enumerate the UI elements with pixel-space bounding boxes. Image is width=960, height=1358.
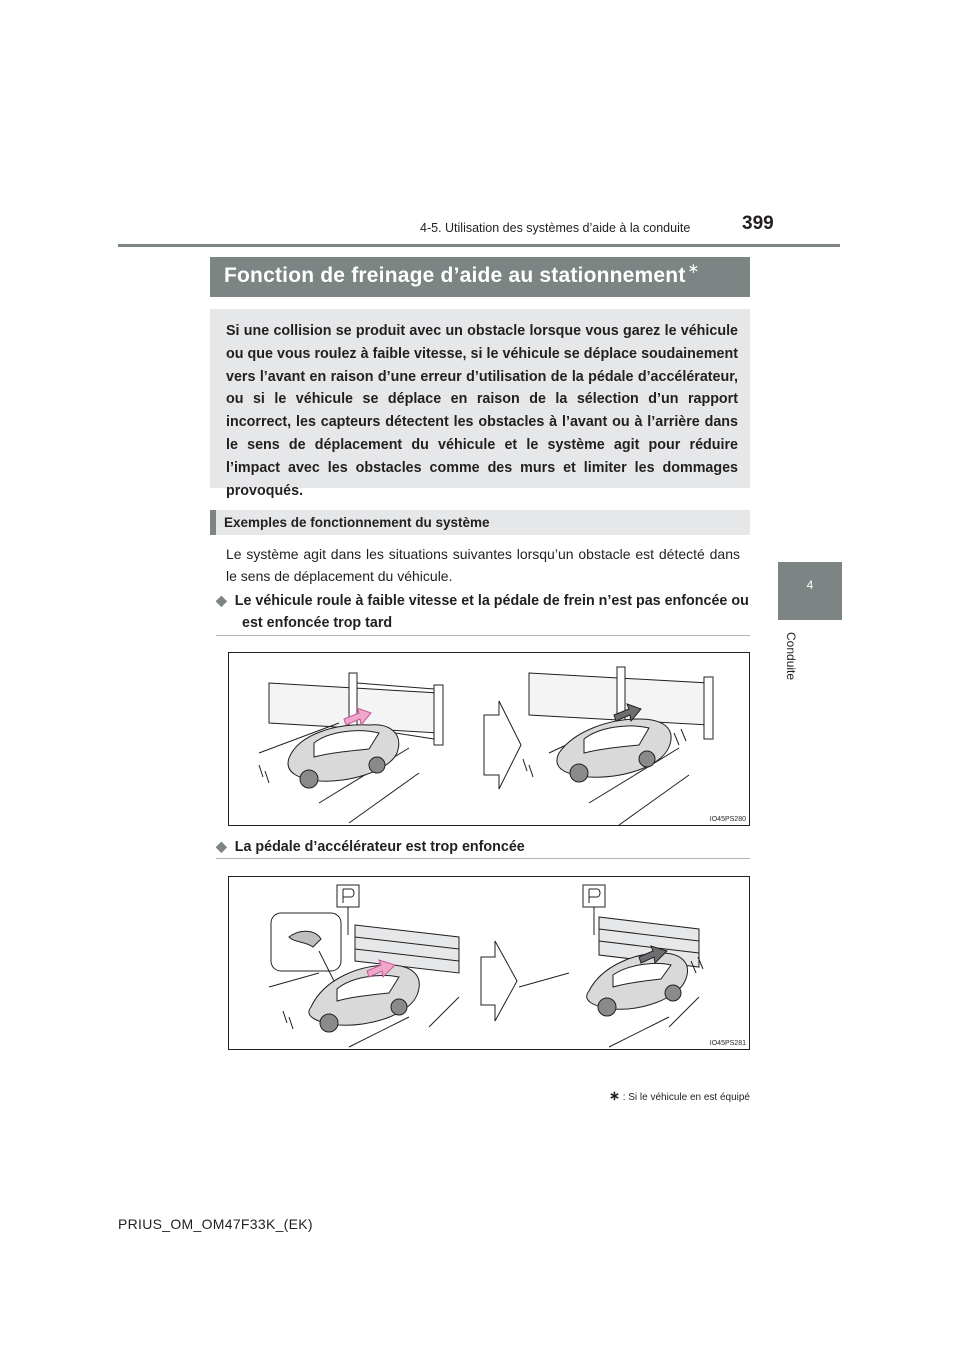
document-code: PRIUS_OM_OM47F33K_(EK) — [118, 1216, 313, 1232]
case-rule-2 — [216, 858, 750, 859]
page-title-text: Fonction de freinage d’aide au stationnement — [224, 264, 686, 287]
footnote-text: : Si le véhicule en est équipé — [622, 1092, 750, 1103]
chapter-label — [779, 632, 801, 692]
diamond-bullet-icon: ◆ — [216, 592, 227, 608]
examples-paragraph: Le système agit dans les situations suivantes lorsqu’un obstacle est détecté dans le sens de déplacement du véhicule. — [226, 546, 740, 584]
section-label: 4-5. Utilisation des systèmes d’aide à la conduite — [420, 221, 691, 235]
title-asterisk: ∗ — [687, 260, 700, 276]
case-rule-1 — [216, 635, 750, 636]
figure-low-speed-wall — [228, 652, 750, 826]
intro-text: Si une collision se produit avec un obstacle lorsque vous garez le véhicule ou que vous roulez à faible vitesse, si le véhicule se déplace soudainement vers l’avant en raison d’une erreur d’utilisation de la pédale d’accélérateur, ou si le véhicule se déplace en raison de la sélection d’un rapport incorrect, les capteurs détectent les obstacles à l’avant ou à l’arrière dans le sens de déplacement du véhicule et le système agit pour réduire l’impact avec les obstacles comme des murs et limiter les dommages provoqués. — [226, 323, 738, 499]
subsection-bar-accent — [210, 510, 216, 535]
diamond-bullet-icon: ◆ — [216, 838, 227, 854]
chapter-number: 4 — [806, 578, 814, 592]
case-heading-1-text: Le véhicule roule à faible vitesse et la pédale de frein n’est pas enfoncée ou est enfoncée trop tard — [234, 593, 749, 631]
case-heading-2 — [216, 835, 750, 858]
figure-code-2: IO45PS281 — [709, 1040, 746, 1047]
footnote — [560, 1088, 750, 1104]
page-title — [224, 260, 700, 288]
chapter-label-text: Conduite — [784, 632, 798, 681]
subsection-heading: Exemples de fonctionnement du système — [224, 515, 490, 530]
page-number: 399 — [742, 213, 774, 234]
case-heading-1 — [216, 589, 750, 634]
case-heading-2-text: La pédale d’accélérateur est trop enfoncée — [234, 839, 525, 855]
footnote-asterisk: ∗ — [609, 1088, 620, 1103]
header-rule — [118, 244, 840, 247]
figure-accelerator-parking — [228, 876, 750, 1050]
figure-accelerator-parking-illustration — [229, 877, 749, 1049]
figure-code-1: IO45PS280 — [709, 816, 746, 823]
figure-low-speed-wall-illustration — [229, 653, 749, 825]
